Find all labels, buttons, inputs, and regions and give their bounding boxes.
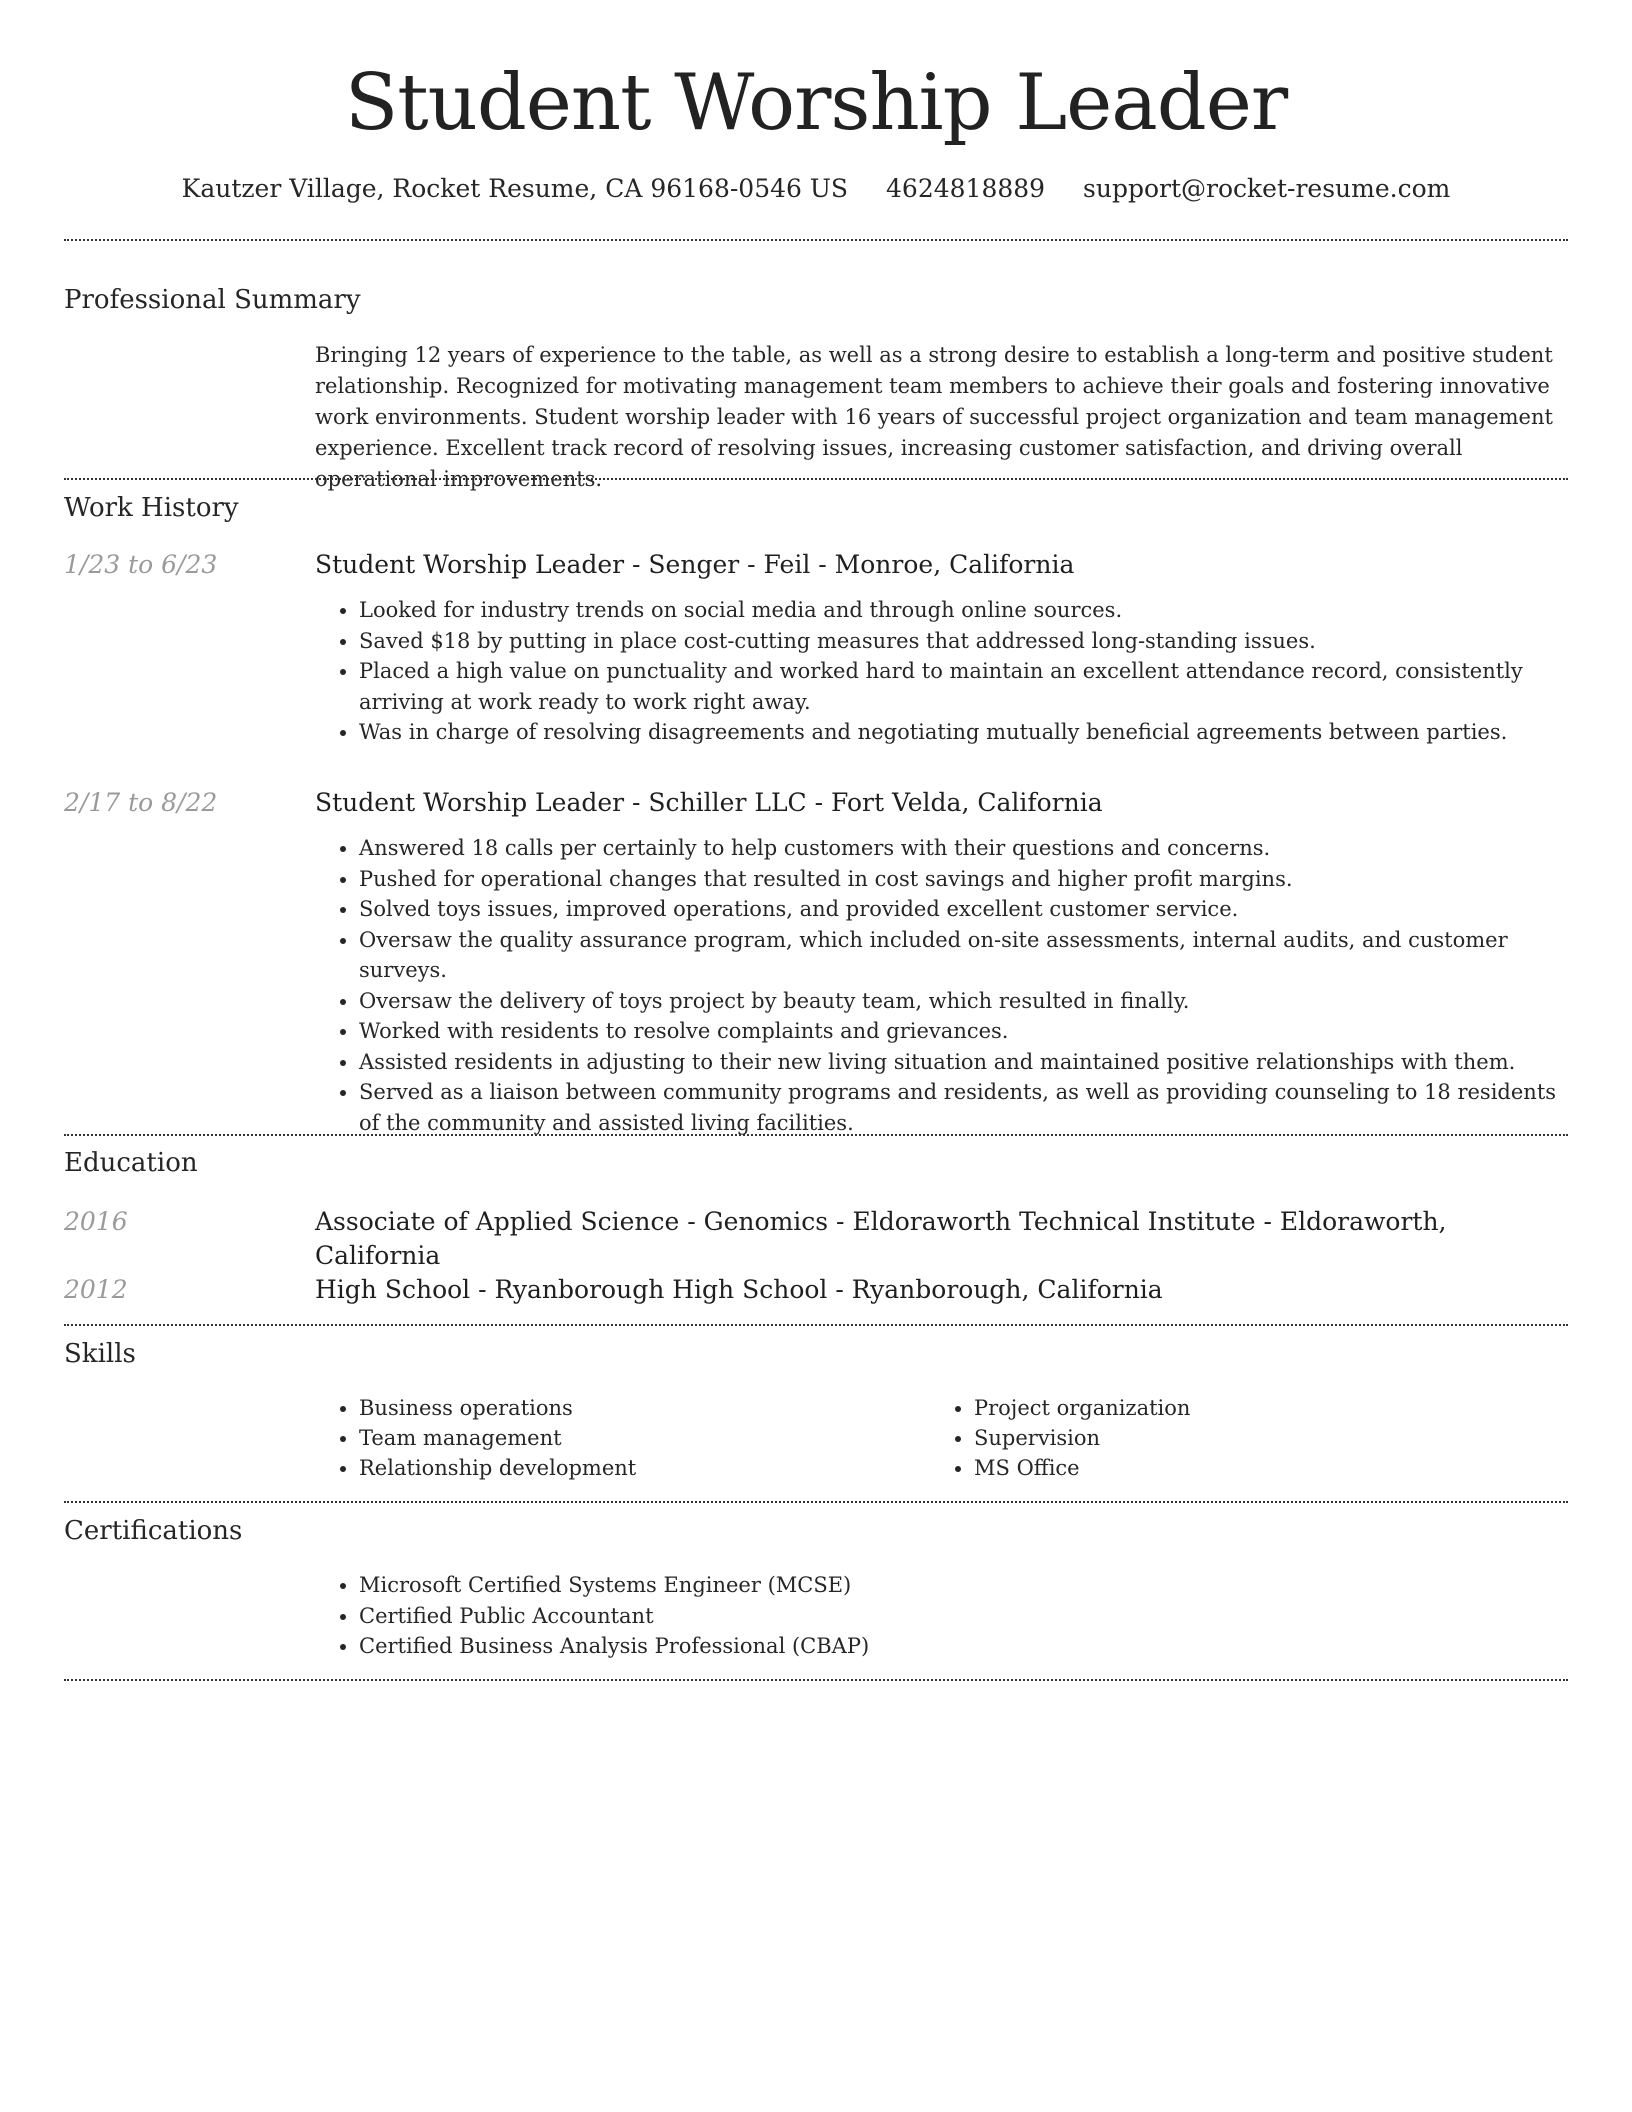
certifications-block [315,1570,1568,1662]
education-text: High School - Ryanborough High School - Ryanborough, California [315,1275,1163,1304]
skills-block [315,1393,1568,1489]
list-item: • Certified Public Accountant [359,1601,1568,1632]
skills-column-left [315,1393,915,1483]
job-bullets [315,595,1568,748]
section-divider [64,1134,1568,1136]
list-item: • Certified Business Analysis Professional (CBAP) [359,1631,1568,1662]
certifications-section-title: Certifications [64,1516,243,1546]
list-item: • Pushed for operational changes that resulted in cost savings and higher profit margins. [359,864,1568,895]
job-role: Student Worship Leader - Schiller LLC - Fort Velda, California [315,788,1103,817]
summary-section-title: Professional Summary [64,285,361,315]
list-item: • Microsoft Certified Systems Engineer (MCSE) [359,1570,1568,1601]
summary-text: Bringing 12 years of experience to the table, as well as a strong desire to establish a long-term and positive student relationship. Recognized for motivating management team members to achieve their goals and fostering innovative work environments. Student worship leader with 16 years of successful project organization and team management experience. Excellent track record of resolving issues, increasing customer satisfaction, and driving overall operational improvements. [315,343,1553,491]
list-item: • Supervision [974,1423,1530,1453]
list-item: • Business operations [359,1393,915,1423]
education-year: 2012 [64,1275,128,1304]
education-text: Associate of Applied Science - Genomics - Eldoraworth Technical Institute - Eldoraworth, California [315,1207,1447,1270]
section-divider [64,1501,1568,1503]
contact-phone: 4624818889 [886,174,1046,203]
education-year: 2016 [64,1207,128,1236]
education-entry [315,1205,1568,1273]
skills-list [930,1393,1530,1483]
job-entry [315,786,1568,1138]
job-dates: 2/17 to 8/22 [64,788,218,817]
contact-email: support@rocket-resume.com [1083,174,1451,203]
skills-list [315,1393,915,1483]
education-section-title: Education [64,1148,198,1178]
list-item: • Team management [359,1423,915,1453]
contact-address: Kautzer Village, Rocket Resume, CA 96168-0546 US [181,174,849,203]
summary-block [315,340,1560,495]
certifications-list [315,1570,1568,1662]
list-item: • Was in charge of resolving disagreements and negotiating mutually beneficial agreements between parties. [359,717,1568,748]
list-item: • Assisted residents in adjusting to their new living situation and maintained positive relationships with them. [359,1047,1568,1078]
job-entry [315,548,1568,748]
skills-section-title: Skills [64,1339,136,1369]
candidate-name: Student Worship Leader [344,58,1288,148]
contact-line [0,172,1632,206]
list-item: • Answered 18 calls per certainly to help customers with their questions and concerns. [359,833,1568,864]
list-item: • Relationship development [359,1453,915,1483]
list-item: • Saved $18 by putting in place cost-cutting measures that addressed long-standing issues. [359,626,1568,657]
job-role: Student Worship Leader - Senger - Feil - Monroe, California [315,550,1075,579]
section-divider [64,1324,1568,1326]
list-item: • Oversaw the delivery of toys project by beauty team, which resulted in finally. [359,986,1568,1017]
list-item: • Oversaw the quality assurance program, which included on-site assessments, internal audits, and customer surveys. [359,925,1568,986]
skills-column-right [930,1393,1530,1483]
section-divider [64,1679,1568,1681]
job-bullets [315,833,1568,1138]
resume-header [0,0,1632,206]
list-item: • Project organization [974,1393,1530,1423]
section-divider [64,478,1568,480]
list-item: • Placed a high value on punctuality and worked hard to maintain an excellent attendance record, consistently arriving at work ready to work right away. [359,656,1568,717]
list-item: • Worked with residents to resolve complaints and grievances. [359,1016,1568,1047]
section-divider [64,239,1568,241]
job-dates: 1/23 to 6/23 [64,550,218,579]
list-item: • Served as a liaison between community programs and residents, as well as providing counseling to 18 residents of the community and assisted living facilities. [359,1077,1568,1138]
list-item: • MS Office [974,1453,1530,1483]
list-item: • Solved toys issues, improved operations, and provided excellent customer service. [359,894,1568,925]
list-item: • Looked for industry trends on social media and through online sources. [359,595,1568,626]
work-section-title: Work History [64,493,239,523]
education-entry [315,1273,1568,1307]
